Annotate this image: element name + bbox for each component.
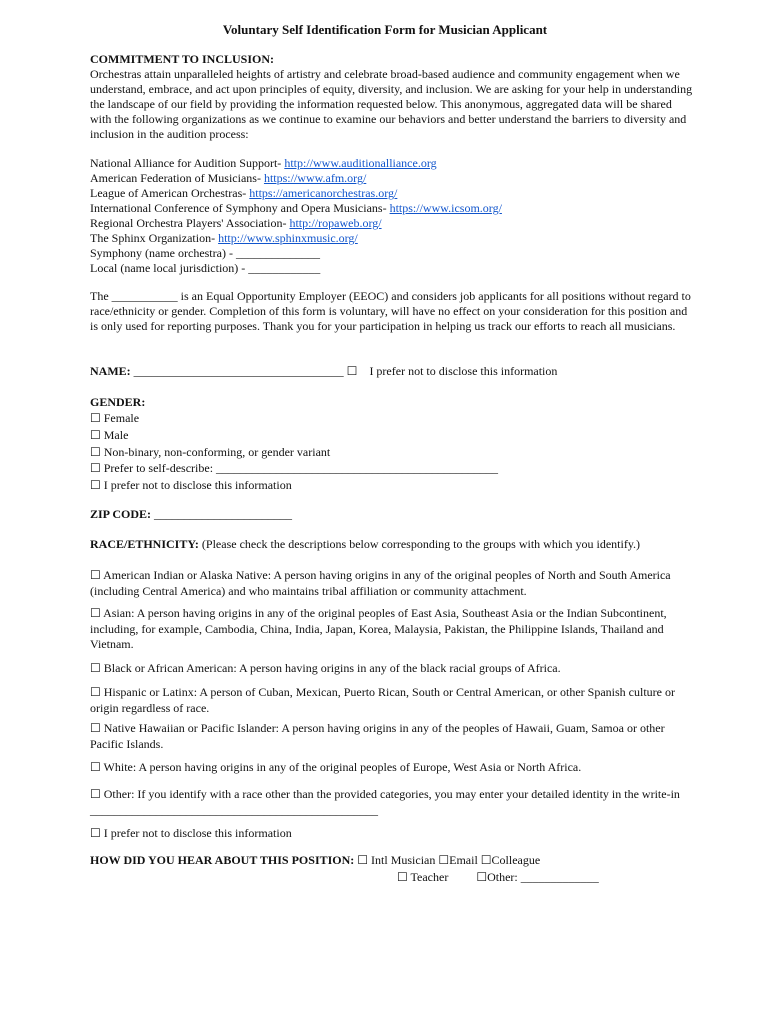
commitment-section xyxy=(90,52,696,142)
gender-option-self-describe[interactable]: ☐ Prefer to self-describe: _______________________________________________ xyxy=(90,461,499,476)
org-link[interactable]: https://www.icsom.org/ xyxy=(389,201,502,215)
commitment-body: Orchestras attain unparalleled heights of artistry and celebrate broad-based audience and community engagement when we understand, embrace, and act upon principles of equity, diversity, and inclusion. We are asking for your help in understanding the landscape of our field by providing the information requested below. This anonymous, aggregated data will be shared with the following organizations as we continue to examine our behaviors and better understand the barriers to diversity and inclusion in the audition process: xyxy=(90,67,693,141)
org-item: League of American Orchestras- https://americanorchestras.org/ xyxy=(90,186,398,200)
zip-field[interactable]: _______________________ xyxy=(151,507,293,521)
org-item: International Conference of Symphony and Opera Musicians- https://www.icsom.org/ xyxy=(90,201,502,215)
org-link[interactable]: https://americanorchestras.org/ xyxy=(249,186,398,200)
gender-option-female[interactable]: ☐ Female xyxy=(90,411,140,425)
commitment-heading: COMMITMENT TO INCLUSION: xyxy=(90,52,275,66)
name-optout-label: I prefer not to disclose this information xyxy=(369,364,558,378)
name-optout-checkbox[interactable]: ☐ xyxy=(346,364,358,378)
race-option-black[interactable]: ☐ Black or African American: A person having origins in any of the black racial groups of Africa. xyxy=(90,661,561,675)
gender-option-nonbinary[interactable]: ☐ Non-binary, non-conforming, or gender variant xyxy=(90,444,331,459)
race-option-white[interactable]: ☐ White: A person having origins in any of the original peoples of Europe, West Asia or North Africa. xyxy=(90,760,582,774)
org-item: National Alliance for Audition Support- http://www.auditionalliance.org xyxy=(90,156,437,170)
hear-option-other[interactable]: ☐Other: _____________ xyxy=(476,870,599,884)
org-link[interactable]: http://www.sphinxmusic.org/ xyxy=(218,231,358,245)
hear-row2 xyxy=(397,870,599,885)
hear-option-teacher[interactable]: ☐ Teacher xyxy=(397,870,449,884)
local-line: Local (name local jurisdiction) - ____________ xyxy=(90,261,321,275)
gender-section xyxy=(90,394,696,494)
organization-list xyxy=(90,156,696,276)
race-option-american-indian[interactable]: ☐ American Indian or Alaska Native: A person having origins in any of the original peoples of North and South America (including Central America) and who maintains tribal affiliation or community attachment. xyxy=(90,568,671,598)
gender-heading: GENDER: xyxy=(90,395,146,409)
hear-options-row1[interactable]: ☐ Intl Musician ☐Email ☐Colleague xyxy=(354,853,541,867)
hear-label: HOW DID YOU HEAR ABOUT THIS POSITION: xyxy=(90,853,355,867)
race-option-hispanic[interactable]: ☐ Hispanic or Latinx: A person of Cuban, Mexican, Puerto Rican, South or Central American, or other Spanish culture or origin regardless of race. xyxy=(90,685,675,715)
org-item: The Sphinx Organization- http://www.sphinxmusic.org/ xyxy=(90,231,358,245)
race-heading: RACE/ETHNICITY: xyxy=(90,537,199,551)
hear-row xyxy=(90,853,696,868)
zip-label: ZIP CODE: xyxy=(90,507,152,521)
eeoc-section xyxy=(90,289,696,334)
race-option-optout[interactable]: ☐ I prefer not to disclose this information xyxy=(90,826,292,840)
name-row xyxy=(90,364,696,379)
race-option-other[interactable]: ☐ Other: If you identify with a race other than the provided categories, you may enter your detailed identity in the write-in ________________________________________________ xyxy=(90,787,680,817)
race-instruction: (Please check the descriptions below corresponding to the groups with which you identify.) xyxy=(198,537,641,551)
race-heading-row xyxy=(90,537,696,552)
org-link[interactable]: http://ropaweb.org/ xyxy=(289,216,382,230)
eeoc-paragraph: The ___________ is an Equal Opportunity Employer (EEOC) and considers job applicants for all positions without regard to race/ethnicity or gender. Completion of this form is voluntary, will have no effect on your consideration for this position and is only used for reporting purposes. Thank you for your participation in helping us track our efforts to reach all musicians. xyxy=(90,289,691,333)
org-link[interactable]: http://www.auditionalliance.org xyxy=(284,156,437,170)
name-label: NAME: xyxy=(90,364,131,378)
race-option-asian[interactable]: ☐ Asian: A person having origins in any of the original peoples of East Asia, Southeast Asia or the Indian Subcontinent, including, for example, Cambodia, China, India, Japan, Korea, Malaysia, Pakistan, the Philippine Islands, Thailand and Vietnam. xyxy=(90,606,667,651)
page-title: Voluntary Self Identification Form for Musician Applicant xyxy=(222,22,548,37)
race-option-pacific-islander[interactable]: ☐ Native Hawaiian or Pacific Islander: A person having origins in any of the peoples of Hawaii, Guam, Samoa or other Pacific Islands. xyxy=(90,721,665,751)
symphony-line: Symphony (name orchestra) - ______________ xyxy=(90,246,320,260)
zip-row xyxy=(90,507,696,522)
org-item: American Federation of Musicians- https://www.afm.org/ xyxy=(90,171,367,185)
name-field[interactable]: ___________________________________ xyxy=(130,364,347,378)
org-item: Regional Orchestra Players' Association- http://ropaweb.org/ xyxy=(90,216,382,230)
org-link[interactable]: https://www.afm.org/ xyxy=(263,171,367,185)
gender-option-optout[interactable]: ☐ I prefer not to disclose this information xyxy=(90,478,292,493)
gender-option-male[interactable]: ☐ Male xyxy=(90,427,129,442)
